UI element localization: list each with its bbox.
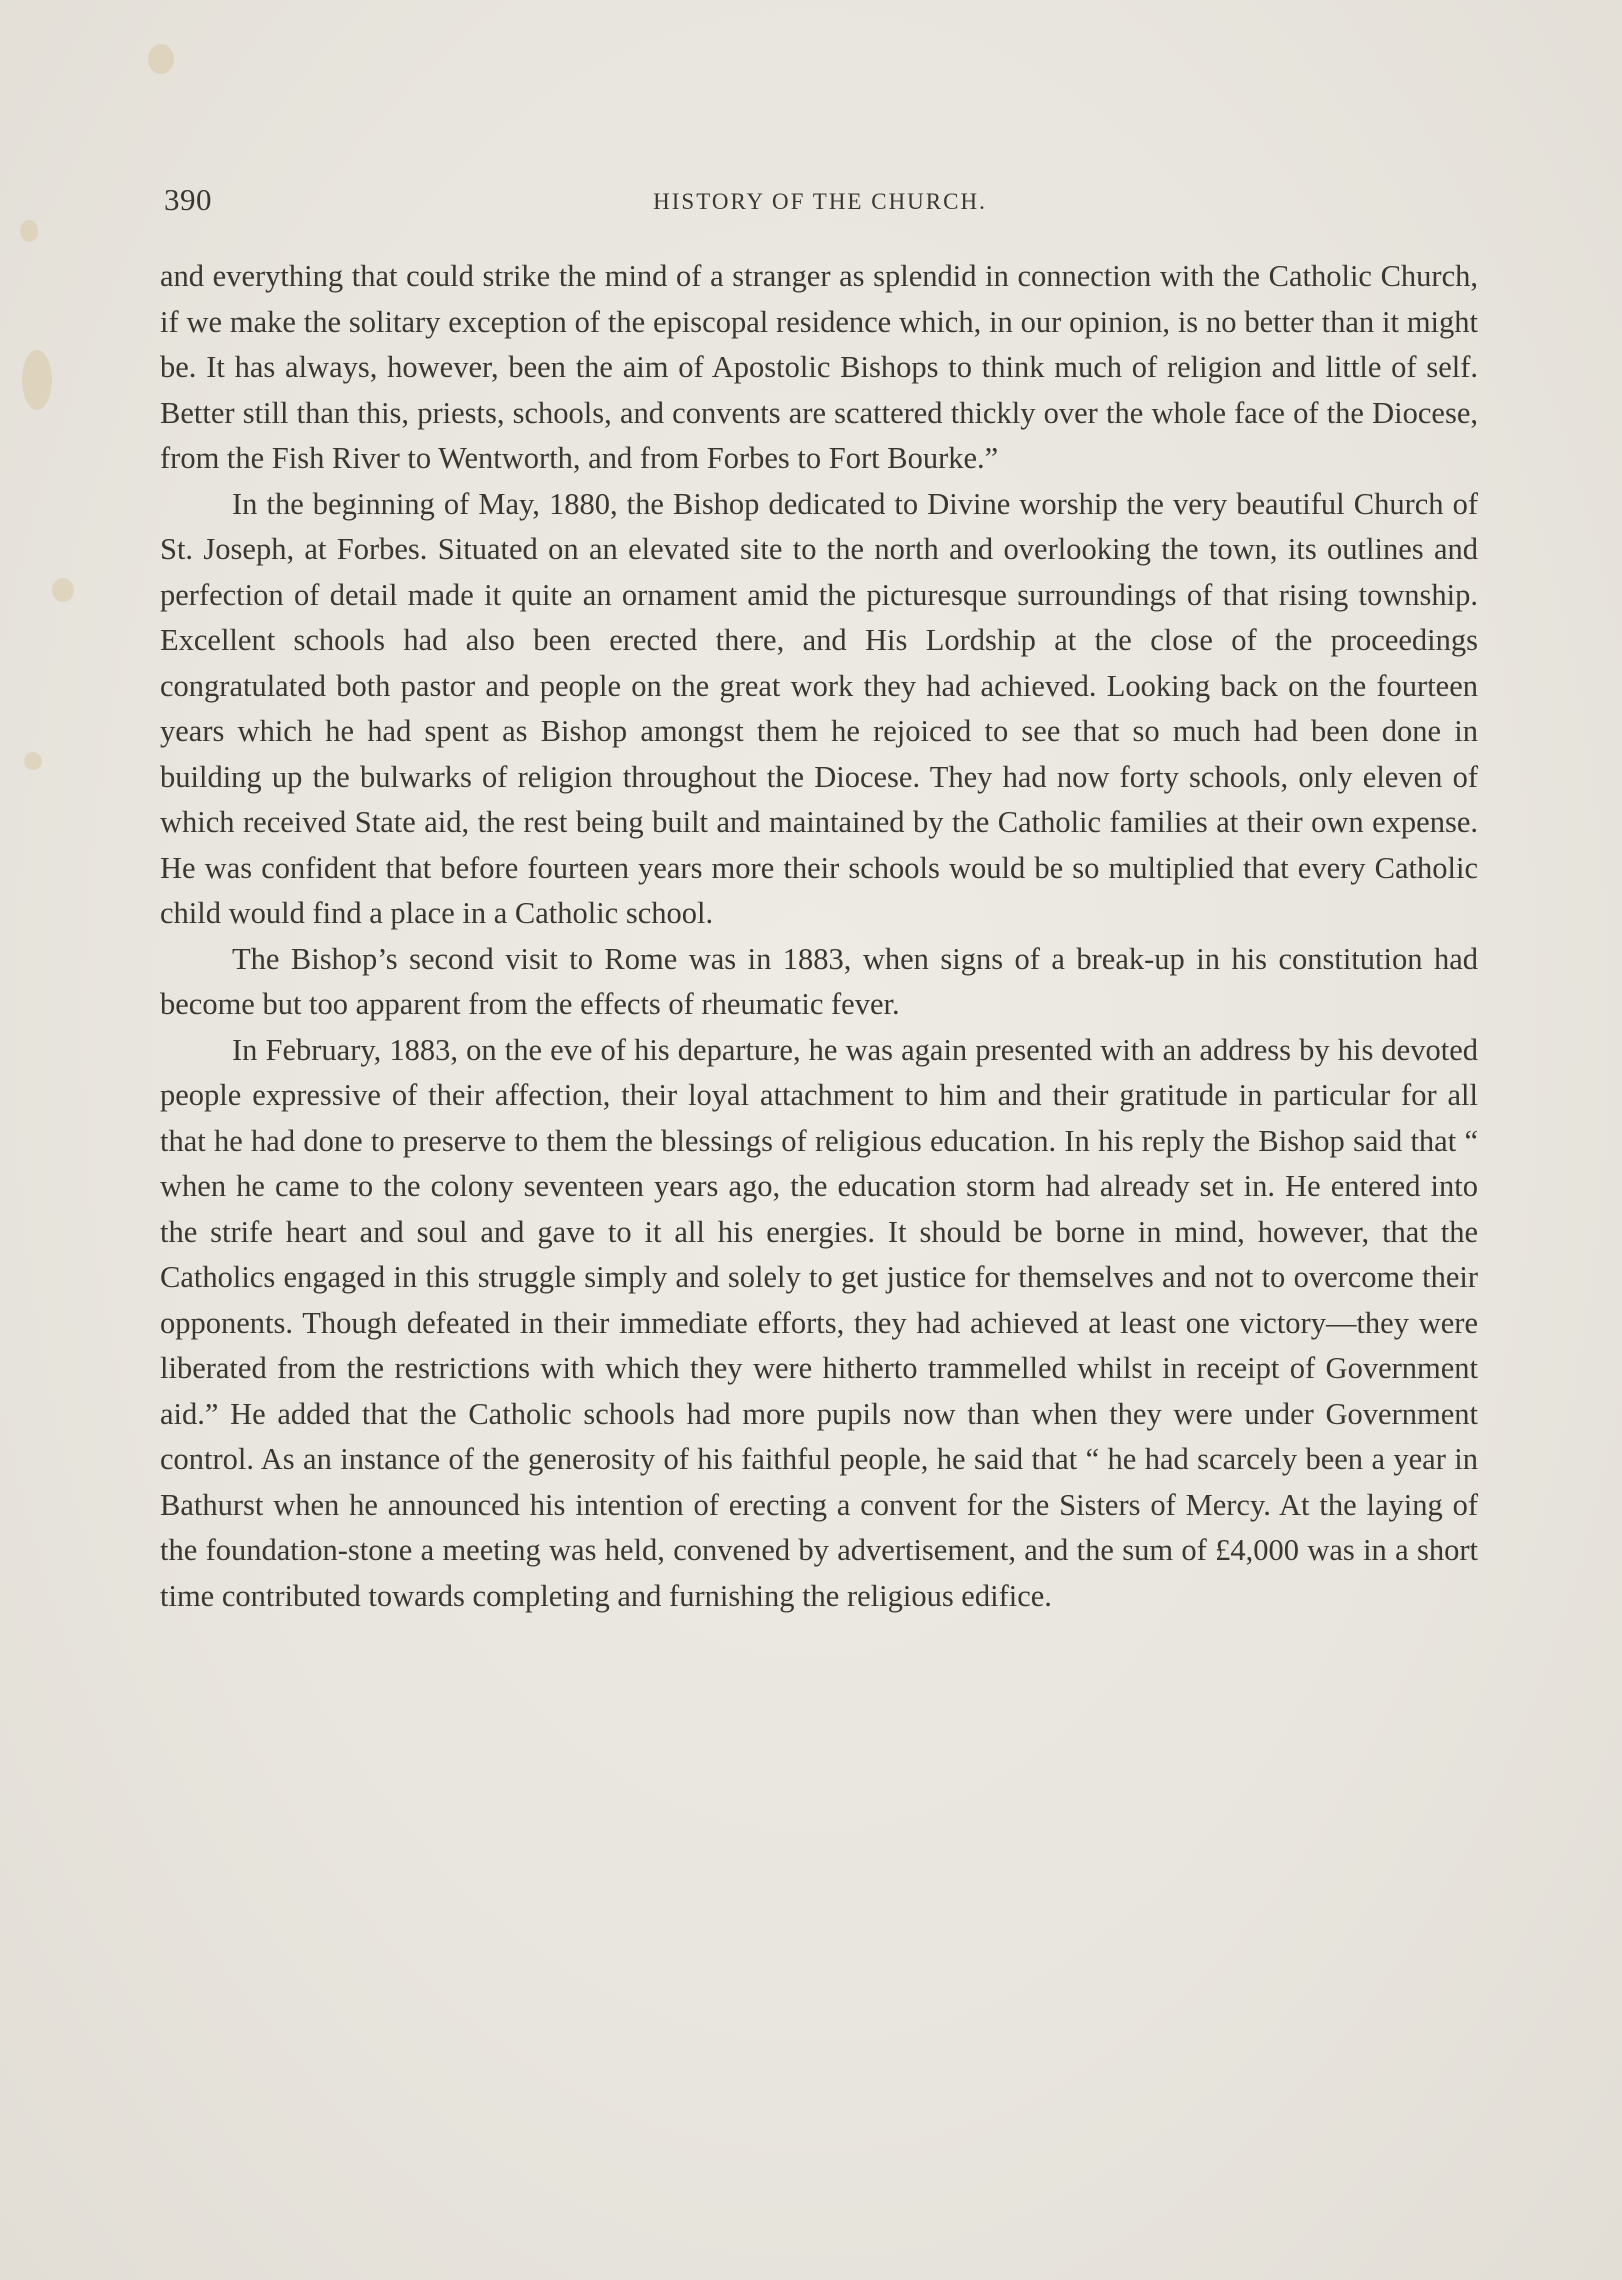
page-number: 390 [164, 182, 212, 217]
paragraph-continued: and everything that could strike the mind of a stranger as splendid in connection with the Catholic Church, if we make the solitary exception of the episcopal residence which, in our opinion, is no better than it might be. It has always, however, been the aim of Apostolic Bishops to think much of religion and little of self. Better still than this, priests, schools, and convents are scattered thickly over the whole face of the Diocese, from the Fish River to Wentworth, and from Forbes to Fort Bourke.” [160, 259, 1478, 475]
paragraph: In the beginning of May, 1880, the Bishop dedicated to Divine worship the very beautiful Church of St. Joseph, at Forbes. Situated on an elevated site to the north and overlooking the town, its outlines and perfection of detail made it quite an ornament amid the picturesque surroundings of that rising township. Excellent schools had also been erected there, and His Lordship at the close of the proceedings congratulated both pastor and people on the great work they had achieved. Looking back on the fourteen years which he had spent as Bishop amongst them he rejoiced to see that so much had been done in building up the bulwarks of religion throughout the Diocese. They had now forty schools, only eleven of which received State aid, the rest being built and maintained by the Catholic families at their own expense. He was confident that before fourteen years more their schools would be so multiplied that every Catholic child would find a place in a Catholic school. [160, 486, 1478, 930]
foxing-spot [20, 220, 38, 242]
foxing-spot [24, 752, 42, 770]
foxing-spot [52, 578, 74, 602]
running-head [160, 178, 1480, 222]
foxing-spot [148, 44, 174, 74]
foxing-spot [22, 350, 52, 410]
paragraph: In February, 1883, on the eve of his departure, he was again presented with an address by his devoted people expressive of their affection, their loyal attachment to him and their gratitude in particular for all that he had done to preserve to them the blessings of religious education. In his reply the Bishop said that “ when he came to the colony seventeen years ago, the education storm had already set in. He entered into the strife heart and soul and gave to it all his energies. It should be borne in mind, however, that the Catholics engaged in this struggle simply and solely to get justice for themselves and not to overcome their opponents. Though defeated in their immediate efforts, they had achieved at least one victory—they were liberated from the restrictions with which they were hitherto trammelled whilst in receipt of Government aid.” He added that the Catholic schools had more pupils now than when they were under Government control. As an instance of the generosity of his faithful people, he said that “ he had scarcely been a year in Bathurst when he announced his intention of erecting a convent for the Sisters of Mercy. At the laying of the foundation-stone a meeting was held, convened by advertisement, and the sum of £4,000 was in a short time contributed towards completing and furnishing the religious edifice. [160, 1032, 1478, 1613]
paragraph: The Bishop’s second visit to Rome was in 1883, when signs of a break-up in his constitution had become but too apparent from the effects of rheumatic fever. [160, 941, 1478, 1021]
body-text [160, 254, 1478, 1619]
running-title: HISTORY OF THE CHURCH. [653, 189, 987, 214]
